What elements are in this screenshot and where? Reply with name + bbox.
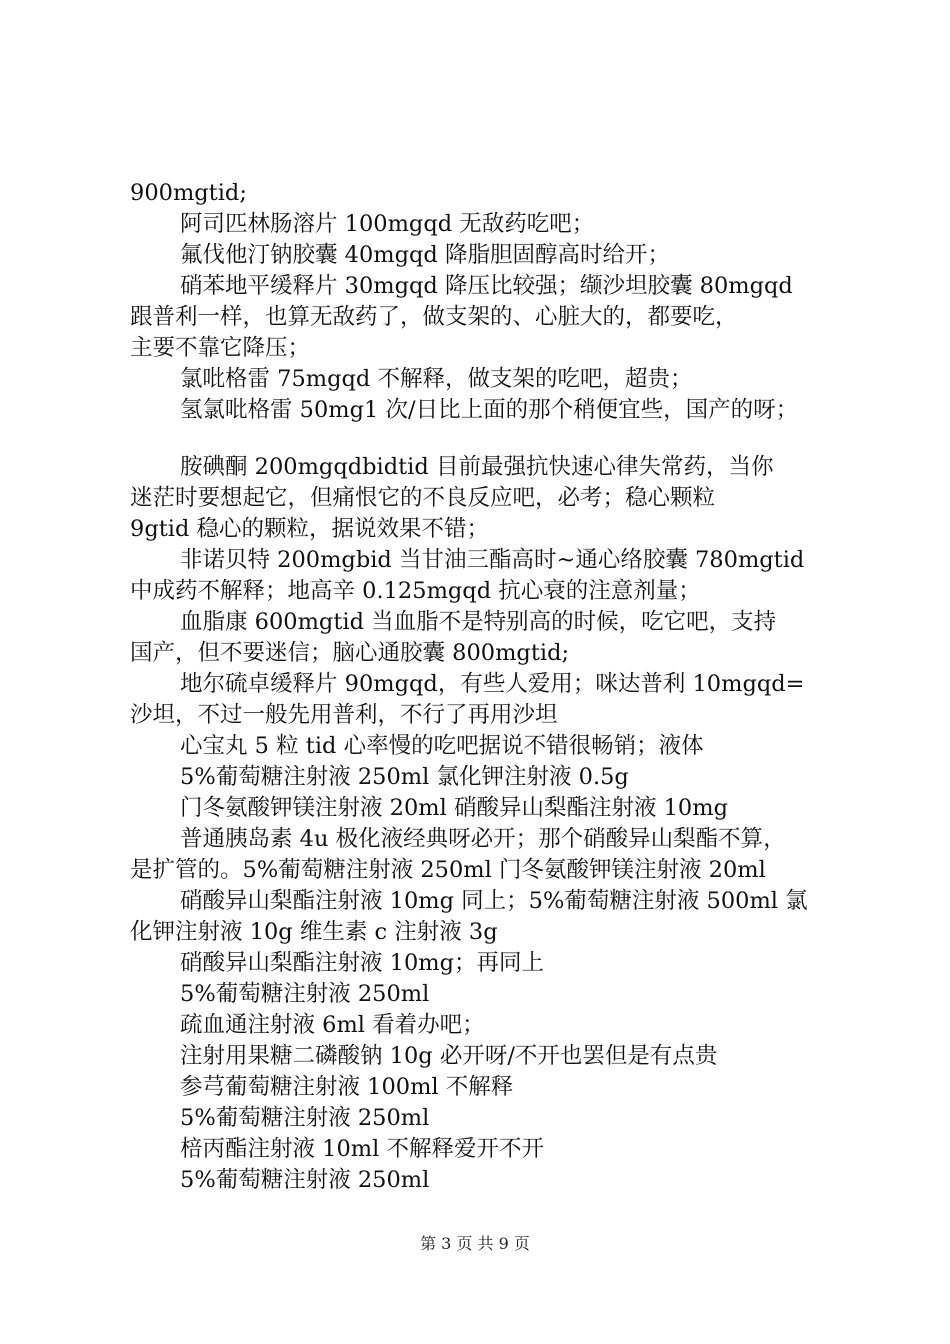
- text-line: 9gtid 稳心的颗粒，据说效果不错；: [130, 516, 490, 542]
- text-line: 氟伐他汀钠胶囊 40mgqd 降脂胆固醇高时给开；: [180, 242, 670, 268]
- text-line: 心宝丸 5 粒 tid 心率慢的吃吧据说不错很畅销；液体: [180, 733, 704, 759]
- text-line: 参芎葡萄糖注射液 100ml 不解释: [180, 1074, 514, 1100]
- text-line: 注射用果糖二磷酸钠 10g 必开呀/不开也罢但是有点贵: [180, 1043, 718, 1069]
- text-line: 900mgtid;: [130, 180, 247, 206]
- text-line: 5%葡萄糖注射液 250ml: [180, 1167, 430, 1193]
- text-line: 棓丙酯注射液 10ml 不解释爱开不开: [180, 1136, 544, 1162]
- text-line: 普通胰岛素 4u 极化液经典呀必开；那个硝酸异山梨酯不算，: [180, 826, 786, 852]
- text-line: 5%葡萄糖注射液 250ml 氯化钾注射液 0.5g: [180, 764, 629, 790]
- text-line: 5%葡萄糖注射液 250ml: [180, 981, 430, 1007]
- text-line: 氢氯吡格雷 50mg1 次/日比上面的那个稍便宜些，国产的呀；: [180, 397, 799, 423]
- text-line: 地尔硫卓缓释片 90mgqd，有些人爱用；咪达普利 10mgqd=: [180, 671, 805, 697]
- text-line: 是扩管的。5%葡萄糖注射液 250ml 门冬氨酸钾镁注射液 20ml: [130, 857, 766, 883]
- text-line: 迷茫时要想起它，但痛恨它的不良反应吧，必考；稳心颗粒: [130, 485, 716, 511]
- page-footer: 第 3 页 共 9 页: [420, 1234, 530, 1253]
- text-line: 国产，但不要迷信；脑心通胶囊 800mgtid;: [130, 640, 570, 666]
- text-line: 非诺贝特 200mgbid 当甘油三酯高时~通心络胶囊 780mgtid: [180, 547, 805, 573]
- text-line: 主要不靠它降压；: [130, 335, 311, 361]
- text-line: 化钾注射液 10g 维生素 c 注射液 3g: [130, 919, 498, 945]
- text-line: 跟普利一样，也算无敌药了，做支架的、心脏大的，都要吃，: [130, 304, 738, 330]
- text-line: 血脂康 600mgtid 当血脂不是特别高的时候，吃它吧，支持: [180, 609, 777, 635]
- text-line: 阿司匹林肠溶片 100mgqd 无敌药吃吧；: [180, 211, 595, 237]
- text-line: 硝苯地平缓释片 30mgqd 降压比较强；缬沙坦胶囊 80mgqd: [180, 273, 793, 299]
- text-line: 胺碘酮 200mgqdbidtid 目前最强抗快速心律失常药，当你: [180, 454, 774, 480]
- text-line: 氯吡格雷 75mgqd 不解释，做支架的吃吧，超贵；: [180, 366, 693, 392]
- text-line: 5%葡萄糖注射液 250ml: [180, 1105, 430, 1131]
- text-line: 门冬氨酸钾镁注射液 20ml 硝酸异山梨酯注射液 10mg: [180, 795, 728, 821]
- text-line: 硝酸异山梨酯注射液 10mg 同上；5%葡萄糖注射液 500ml 氯: [180, 888, 808, 914]
- text-line: 疏血通注射液 6ml 看着办吧；: [180, 1012, 485, 1038]
- text-line: 中成药不解释；地高辛 0.125mgqd 抗心衰的注意剂量；: [130, 578, 701, 604]
- text-line: 硝酸异山梨酯注射液 10mg；再同上: [180, 950, 545, 976]
- text-line: 沙坦，不过一般先用普利，不行了再用沙坦: [130, 702, 558, 728]
